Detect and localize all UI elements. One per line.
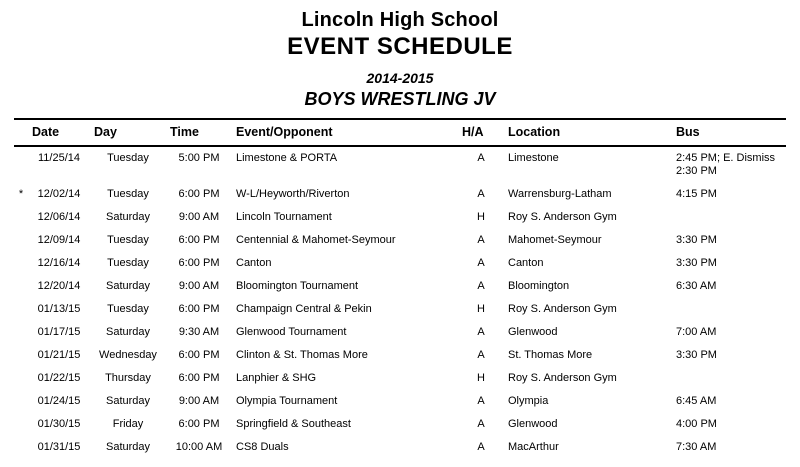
table-row [14,298,786,321]
row-date: 12/16/14 [37,257,81,269]
row-bus [672,367,786,390]
row-mark [14,252,28,275]
row-bus [672,298,786,321]
page-title: EVENT SCHEDULE [287,33,513,60]
sport-label: BOYS WRESTLING JV [304,89,496,109]
row-event: Canton [236,257,272,269]
column-header-event: Event/Opponent [232,120,458,146]
column-header-date: Date [28,120,90,146]
row-time: 10:00 AM [175,441,223,453]
table-row [14,183,786,206]
row-date: 01/30/15 [37,418,81,430]
row-day: Saturday [105,211,151,223]
row-date: 11/25/14 [37,152,80,164]
row-day: Tuesday [107,152,149,164]
row-time: 9:00 AM [178,211,220,223]
row-bus: 7:30 AM [676,441,717,453]
row-event: Lanphier & SHG [236,372,317,384]
column-header-day: Day [90,120,166,146]
row-ha: A [477,349,485,361]
table-row [14,252,786,275]
row-bus [672,206,786,229]
row-bus: 3:30 PM [676,234,717,246]
row-mark [14,344,28,367]
row-date: 12/06/14 [37,211,81,223]
row-ha: H [477,303,485,315]
row-ha: A [477,280,485,292]
row-bus: 6:45 AM [676,395,717,407]
row-event: Clinton & St. Thomas More [236,349,368,361]
row-day: Saturday [105,280,151,292]
row-mark [14,298,28,321]
row-location: Glenwood [508,418,558,430]
row-event: Champaign Central & Pekin [236,303,372,315]
row-time: 9:00 AM [178,395,220,407]
row-date: 01/17/15 [37,326,81,338]
row-location: Limestone [508,152,559,164]
row-event: Glenwood Tournament [236,326,347,338]
row-day: Friday [112,418,144,430]
row-ha: H [477,372,485,384]
row-bus: 6:30 AM [676,280,717,292]
row-time: 9:00 AM [178,280,220,292]
row-time: 6:00 PM [178,234,220,246]
row-bus: 3:30 PM [676,257,717,269]
row-day: Wednesday [99,349,157,361]
row-mark [14,321,28,344]
column-header-bus: Bus [672,120,786,146]
table-header-row [14,120,786,146]
row-date: 01/24/15 [37,395,81,407]
row-date: 12/20/14 [37,280,81,292]
row-mark [14,275,28,298]
row-time: 9:30 AM [178,326,220,338]
row-location: Canton [508,257,544,269]
row-bus: 2:45 PM; E. Dismiss 2:30 PM [676,152,776,177]
row-event: Limestone & PORTA [236,152,338,164]
row-bus: 4:15 PM [676,188,717,200]
row-event: W-L/Heyworth/Riverton [236,188,350,200]
row-ha: A [477,188,485,200]
table-row [14,206,786,229]
row-location: MacArthur [508,441,559,453]
row-day: Tuesday [107,257,149,269]
row-location: Olympia [508,395,549,407]
schedule-table [14,120,786,459]
row-mark: * [18,188,24,200]
row-bus: 4:00 PM [676,418,717,430]
season-label: 2014-2015 [366,70,434,86]
row-ha: H [477,211,485,223]
row-date: 01/21/15 [37,349,81,361]
table-row [14,275,786,298]
table-row [14,413,786,436]
table-row [14,344,786,367]
row-day: Saturday [105,441,151,453]
row-event: Bloomington Tournament [236,280,359,292]
row-location: Roy S. Anderson Gym [508,211,617,223]
column-header-time: Time [166,120,232,146]
row-ha: A [477,326,485,338]
table-row [14,321,786,344]
row-mark [14,229,28,252]
column-header-location: Location [504,120,672,146]
row-time: 5:00 PM [178,152,220,164]
table-body [14,146,786,459]
row-date: 01/31/15 [37,441,81,453]
row-event: Centennial & Mahomet-Seymour [236,234,396,246]
row-time: 6:00 PM [178,188,220,200]
row-mark [14,367,28,390]
row-ha: A [477,418,485,430]
row-location: Bloomington [508,280,570,292]
row-mark [14,390,28,413]
table-row [14,436,786,459]
table-row [14,367,786,390]
row-ha: A [477,441,485,453]
row-location: Glenwood [508,326,558,338]
row-date: 01/22/15 [37,372,81,384]
row-time: 6:00 PM [178,257,220,269]
row-day: Saturday [105,326,151,338]
row-time: 6:00 PM [178,372,220,384]
row-mark [14,413,28,436]
table-row [14,229,786,252]
row-date: 12/09/14 [37,234,81,246]
row-event: Springfield & Southeast [236,418,351,430]
row-event: Olympia Tournament [236,395,338,407]
column-header-mark [14,120,28,146]
row-day: Tuesday [107,188,149,200]
row-date: 01/13/15 [37,303,81,315]
table-row [14,390,786,413]
row-mark [14,146,28,183]
row-event: CS8 Duals [236,441,289,453]
row-mark [14,436,28,459]
row-location: Mahomet-Seymour [508,234,602,246]
row-location: Roy S. Anderson Gym [508,303,617,315]
column-header-ha: H/A [458,120,504,146]
document-header [0,0,800,110]
row-day: Tuesday [107,303,149,315]
row-day: Saturday [105,395,151,407]
row-time: 6:00 PM [178,418,220,430]
row-date: 12/02/14 [37,188,81,200]
row-bus: 3:30 PM [676,349,717,361]
row-bus: 7:00 AM [676,326,717,338]
row-time: 6:00 PM [178,349,220,361]
row-event: Lincoln Tournament [236,211,332,223]
row-ha: A [477,257,485,269]
row-location: St. Thomas More [508,349,593,361]
row-ha: A [477,152,485,164]
row-location: Roy S. Anderson Gym [508,372,617,384]
row-day: Thursday [105,372,151,384]
table-row [14,146,786,183]
school-name: Lincoln High School [301,9,499,31]
row-ha: A [477,395,485,407]
row-ha: A [477,234,485,246]
row-time: 6:00 PM [178,303,220,315]
row-mark [14,206,28,229]
row-day: Tuesday [107,234,149,246]
row-location: Warrensburg-Latham [508,188,612,200]
